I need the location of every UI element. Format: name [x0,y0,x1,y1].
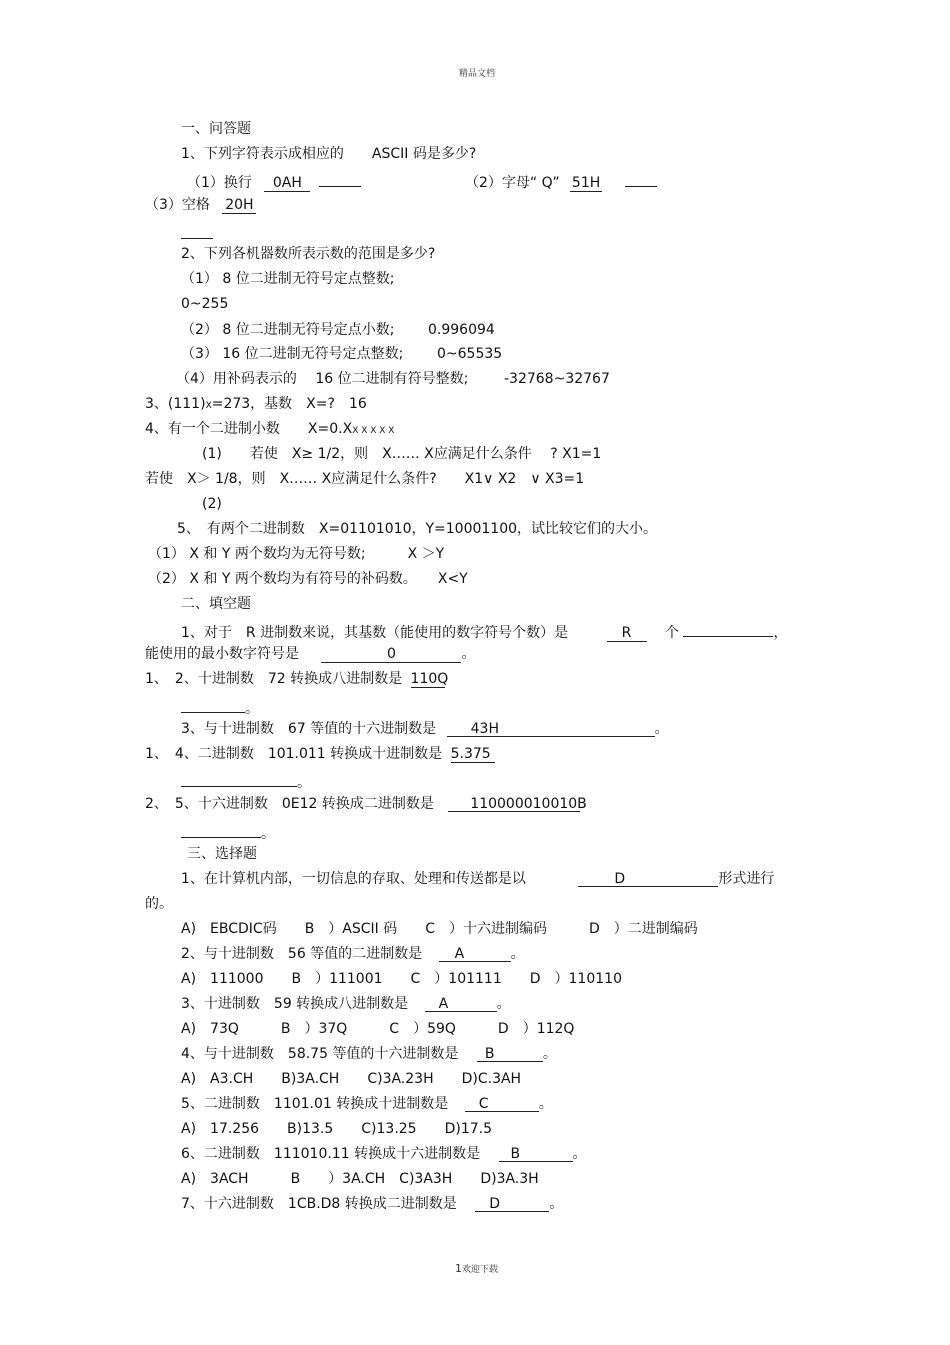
answer-text: -32768~32767 [504,371,610,387]
answer-line [625,170,657,187]
question-text: 形式进行 [718,871,775,887]
question-line [145,196,256,214]
answer-blank: A [439,946,511,962]
answer-blank: 43H [447,721,655,737]
question-line [145,670,449,688]
answer-line [319,170,361,187]
punctuation: 。 [245,701,259,717]
question-line [187,170,361,192]
answer-line [181,696,245,713]
question-line [145,645,475,663]
question-text: 个 [665,625,679,641]
question-label: (2) [202,496,222,512]
options-text: A) 73Q B ）37Q C ）59Q D ）112Q [181,1021,575,1037]
question-label: （2）字母“ Q” [465,175,560,191]
answer-blank: B [499,1146,573,1162]
answer-blank: 51H [571,175,601,191]
punctuation: 。 [549,1196,564,1212]
answer-line [181,222,213,239]
page-header: 精品文档 [459,69,496,79]
question-line [181,870,774,888]
options-text: A) A3.CH B)3A.CH C)3A.23H D)C.3AH [181,1071,522,1087]
subscript: X [205,401,212,411]
question-line [181,995,511,1013]
punctuation: 。 [461,646,476,662]
question-line [181,1195,563,1213]
answer-line [181,821,261,838]
answer-blank: C [465,1096,539,1112]
answer-line [181,770,297,787]
section-title: 一、问答题 [181,121,251,137]
question-line [465,170,657,192]
question-line [145,470,584,488]
answer-text: 0~65535 [437,346,503,362]
question-text: 若使 X＞ 1/8，则 X [145,471,290,487]
punctuation: 。 [261,826,275,842]
question-line [181,1145,587,1163]
question-text: 能使用的最小数字符号是 [145,646,299,662]
answer-text: 0.996094 [428,322,495,338]
answer-blank: 0AH [264,175,310,192]
options-text: A) EBCDIC码 B ）ASCII 码 C ）十六进制编码 D ）二进制编码 [181,921,698,937]
question-line [181,1095,553,1113]
answer-text: 0~255 [181,296,229,312]
question-text: （2） 8 位二进制无符号定点小数; [181,322,395,338]
punctuation: 。 [654,721,669,737]
answer-blank: R [607,625,647,642]
question-text: 4、与十进制数 58.75 等值的十六进制数是 [181,1046,459,1062]
question-line [145,395,367,415]
question-line [181,1045,557,1063]
answer-line-wrap [181,222,213,244]
answer-line-wrap [181,696,259,718]
options-text: A) 111000 B ）111001 C ）101111 D ）110110 [181,971,622,987]
options-text: A) 17.256 B)13.5 C)13.25 D)17.5 [181,1121,492,1137]
question-text: (1) 若使 X≥ 1/2，则 X [202,446,392,462]
answer-blank: D [475,1196,549,1212]
question-text: …… X [391,446,434,462]
question-text: 5、二进制数 1101.01 转换成十进制数是 [181,1096,449,1112]
page-footer [455,1262,498,1275]
question-text: 1、在计算机内部，一切信息的存取、处理和传送都是以 [181,871,526,887]
question-line [181,945,525,963]
question-text: 2、 5、十六进制数 0E12 转换成二进制数是 [145,796,434,812]
punctuation: 。 [510,946,525,962]
question-line [145,745,495,763]
question-text: 5、 有两个二进制数 X=01101010，Y=10001100，试比较它们的大小。 [177,521,658,537]
question-text: （2） X 和 Y 两个数均为有符号的补码数。 X<Y [148,571,468,587]
question-line [181,720,669,738]
answer-blank: 5.375 [451,746,495,763]
question-text: 1、下列字符表示成相应的 ASCII 码是多少? [181,146,477,162]
question-text: 3、(111) [145,396,206,412]
answer-blank: 110000010010B [448,796,580,812]
question-text: 3、十进制数 59 转换成八进制数是 [181,996,409,1012]
question-text: 7、十六进制数 1CB.D8 转换成二进制数是 [181,1196,457,1212]
question-text: （3） 16 位二进制无符号定点整数; [181,346,404,362]
answer-blank: 0 [321,646,461,663]
question-line [145,795,587,813]
section-title: 三、选择题 [187,846,257,862]
answer-blank: 20H [222,197,256,214]
question-label: （3）空格 [145,197,210,213]
question-text: 1、 4、二进制数 101.011 转换成十进制数是 [145,746,443,762]
question-text: 2、与十进制数 56 等值的二进制数是 [181,946,423,962]
question-text: 6、二进制数 111010.11 转换成十六进制数是 [181,1146,481,1162]
answer-line-wrap [181,821,275,843]
question-line [145,420,394,440]
subscript-sequence: X X X X X [352,426,395,436]
answer-line-wrap [181,770,311,792]
question-text: 的。 [145,896,173,912]
answer-line [683,620,773,637]
question-text: …… X [289,471,332,487]
answer-blank: D [578,871,718,887]
question-line [181,620,787,642]
punctuation: 。 [496,996,511,1012]
punctuation: 。 [572,1146,587,1162]
options-text: A) 3ACH B ）3A.CH C)3A3H D)3A.3H [181,1171,539,1187]
question-text: =273，基数 X=? 16 [211,396,367,412]
question-text: 4、有一个二进制小数 X=0.X [145,421,353,437]
answer-blank: B [477,1046,543,1062]
footer-text: 欢迎下载 [462,1265,499,1275]
question-text: （4）用补码表示的 16 位二进制有符号整数; [176,371,469,387]
question-text: 3、与十进制数 67 等值的十六进制数是 [181,721,437,737]
question-text: （1） X 和 Y 两个数均为无符号数; X ＞Y [148,546,445,562]
answer-blank: 110Q [410,671,449,687]
question-text: 1、对于 R 进制数来说，其基数（能使用的数字符号个数）是 [181,625,569,641]
question-text: 1、 2、十进制数 72 转换成八进制数是 [145,671,403,687]
question-text: 2、下列各机器数所表示数的范围是多少? [181,246,436,262]
answer-blank: A [425,996,497,1012]
section-title: 二、填空题 [181,596,251,612]
question-label: （1）换行 [187,175,252,191]
question-text: 应满足什么条件? X1∨ X2 ∨ X3=1 [331,471,585,487]
question-text: 应满足什么条件 ? X1=1 [433,446,602,462]
punctuation: 。 [538,1096,553,1112]
punctuation: 。 [542,1046,557,1062]
page-number: 1 [455,1262,462,1275]
punctuation: 。 [297,775,311,791]
question-text: （1） 8 位二进制无符号定点整数; [181,271,395,287]
question-line [202,445,601,463]
punctuation: ， [773,625,788,641]
